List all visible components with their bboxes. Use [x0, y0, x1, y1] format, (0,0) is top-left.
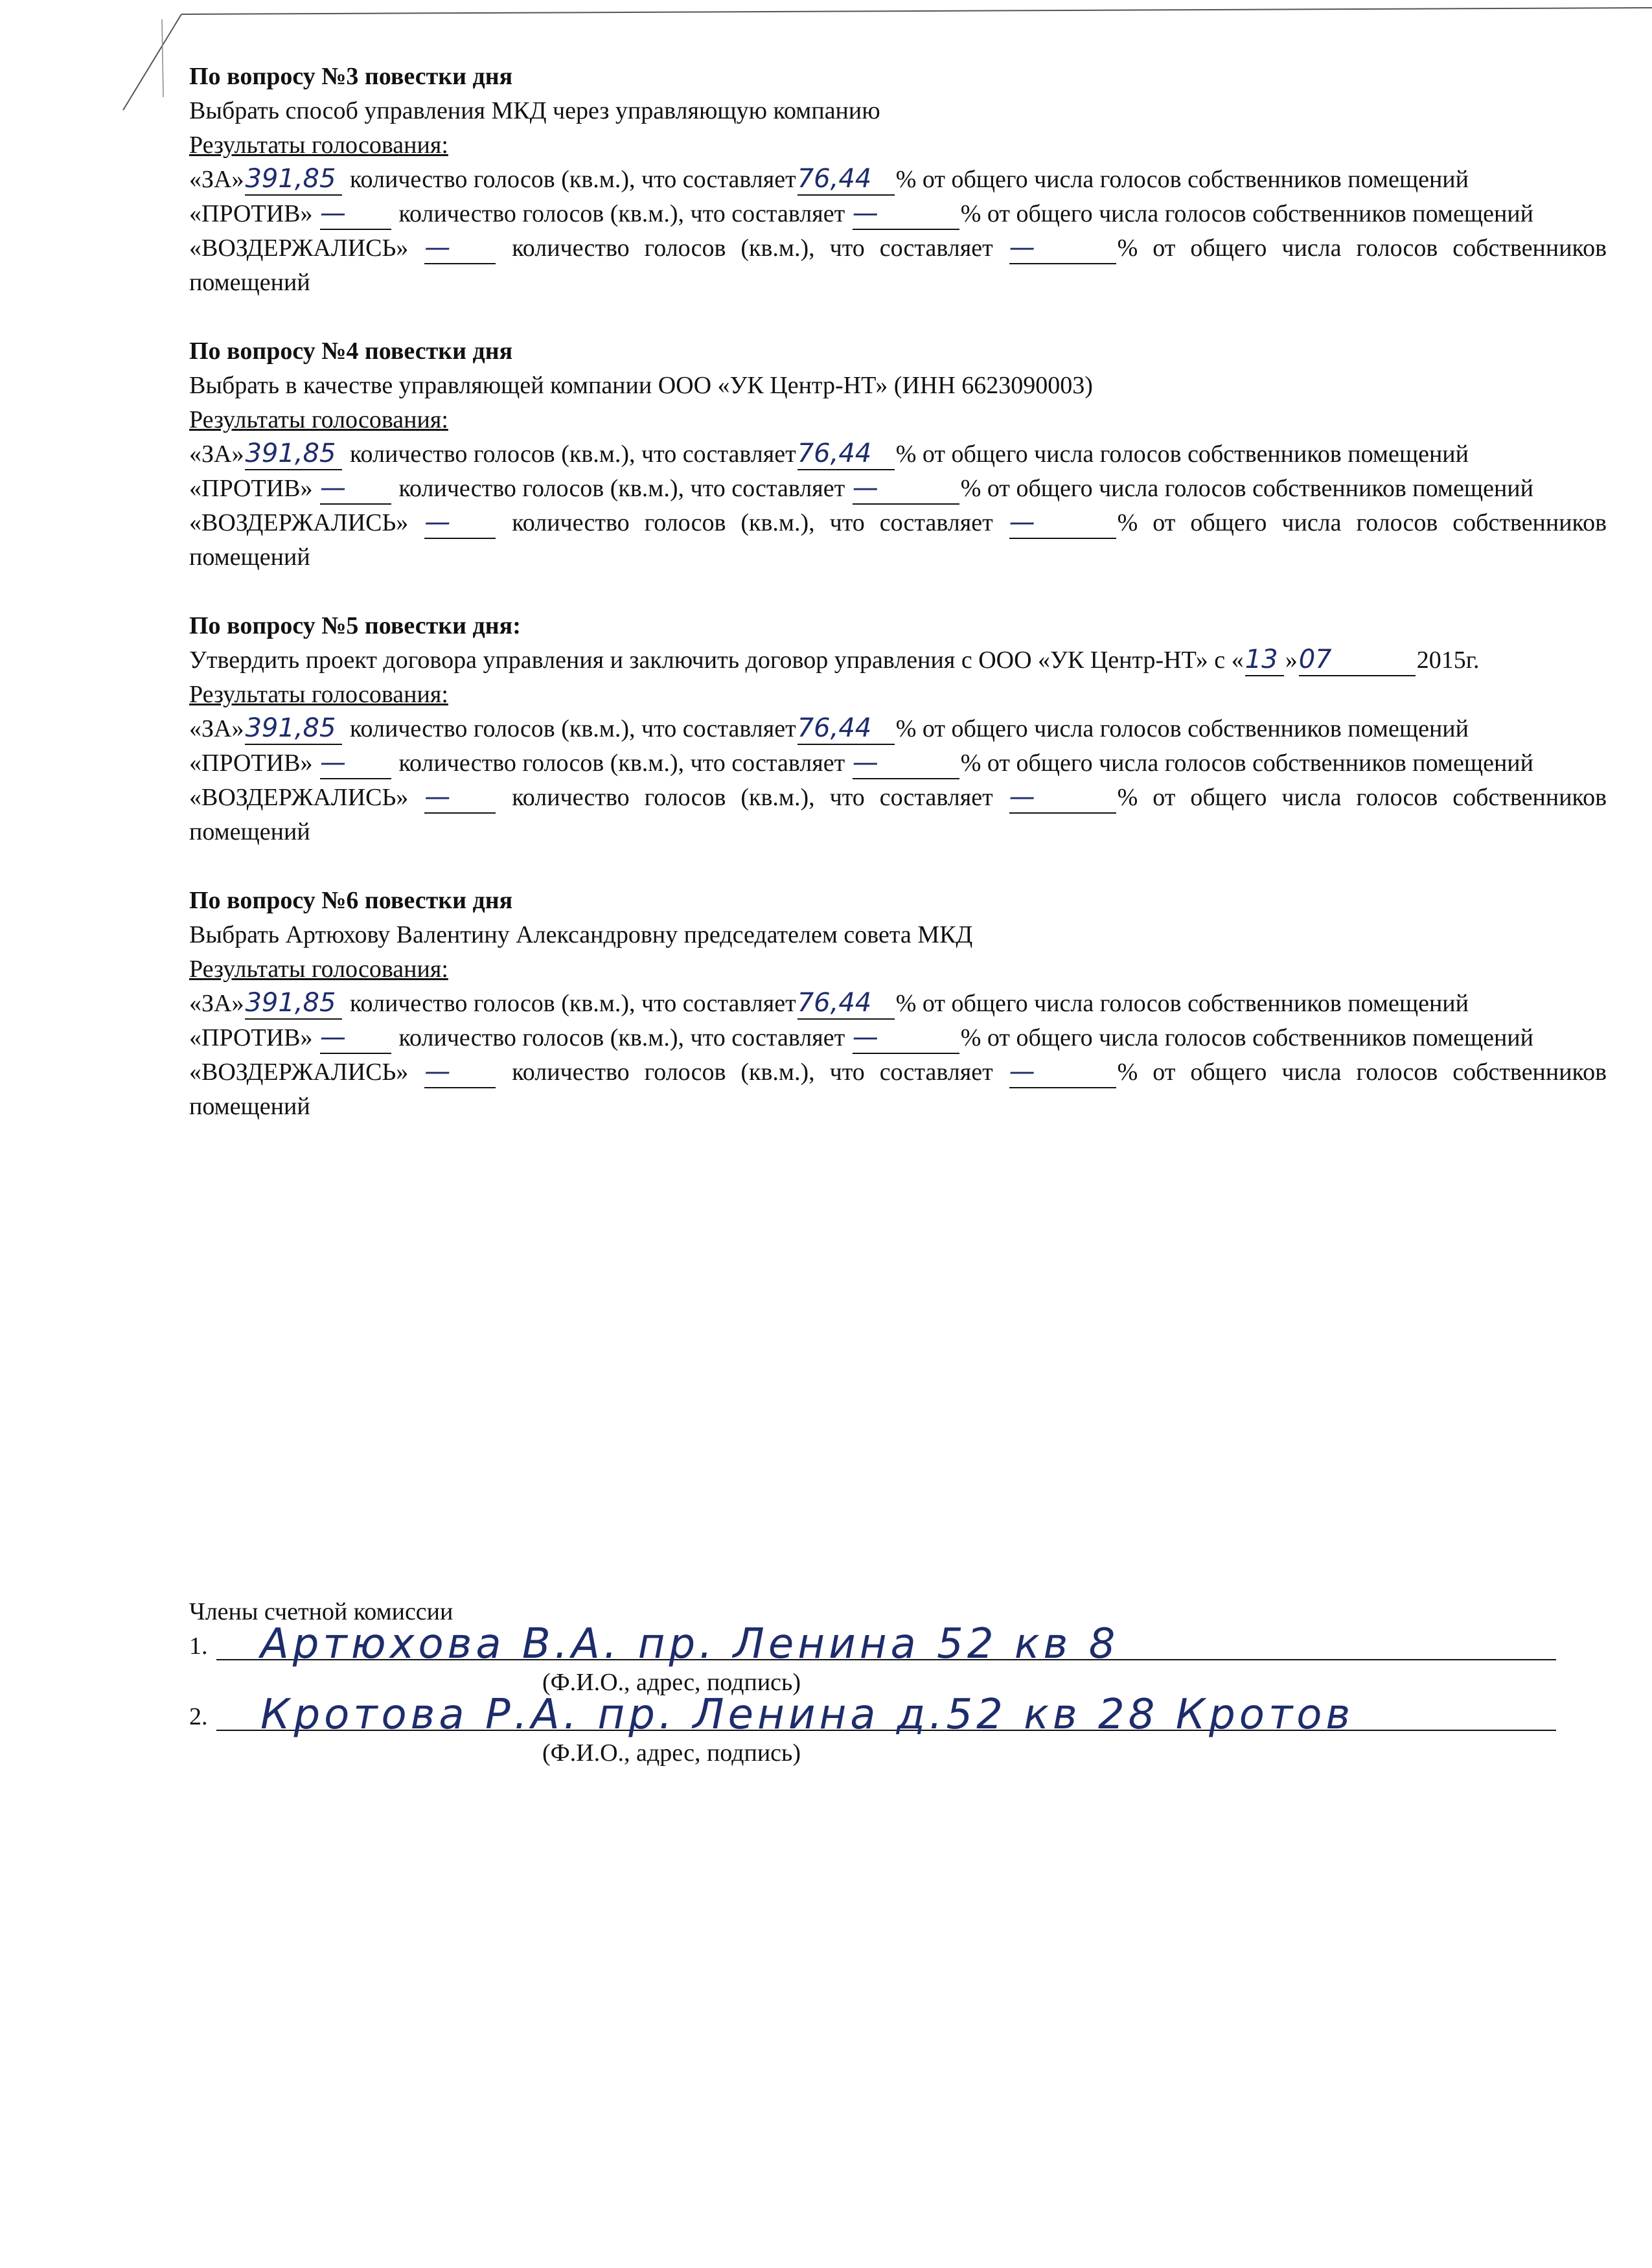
commission-member-1 — [189, 1620, 1614, 1668]
vote-line-za — [189, 712, 1607, 746]
votes-text: количество голосов (кв.м.), что составляет — [512, 235, 993, 262]
vote-option-label: «ПРОТИВ» — [189, 475, 313, 502]
vote-line-protiv — [189, 197, 1607, 231]
counting-commission — [189, 1595, 1614, 1770]
votes-text: количество голосов (кв.м.), что составляет — [349, 166, 796, 193]
vote-option-label: «ВОЗДЕРЖАЛИСЬ» — [189, 235, 409, 262]
results-label: Результаты голосования: — [189, 132, 448, 159]
vote-option-label: «ЗА» — [189, 441, 244, 468]
percent-value: 76,44 — [797, 990, 895, 1020]
vote-option-label: «ЗА» — [189, 990, 244, 1017]
results-label: Результаты голосования: — [189, 406, 448, 433]
vote-line-vozd — [189, 1055, 1607, 1124]
commission-title: Члены счетной комиссии — [189, 1598, 453, 1625]
question-description: Выбрать способ управления МКД через управляющую компанию — [189, 97, 880, 124]
vote-option-label: «ВОЗДЕРЖАЛИСЬ» — [189, 784, 409, 811]
question-title: По вопросу №5 повестки дня: — [189, 612, 521, 639]
votes-text: количество голосов (кв.м.), что составляет — [512, 509, 993, 536]
vote-line-protiv — [189, 472, 1607, 506]
field-caption: (Ф.И.О., адрес, подпись) — [542, 1669, 801, 1696]
vote-option-label: «ПРОТИВ» — [189, 200, 313, 227]
question-6-section — [189, 884, 1607, 1124]
votes-value: 391,85 — [245, 166, 342, 196]
vote-option-label: «ЗА» — [189, 715, 244, 742]
votes-text: количество голосов (кв.м.), что составляет — [349, 990, 796, 1017]
percent-text: % от общего числа голосов собственников помещений — [189, 1059, 1607, 1120]
percent-value: — — [1009, 509, 1116, 539]
date-year-text: 2015г. — [1416, 647, 1480, 674]
vote-line-za — [189, 987, 1607, 1021]
question-title: По вопросу №3 повестки дня — [189, 63, 513, 90]
percent-text: % от общего числа голосов собственников помещений — [960, 475, 1533, 502]
votes-value: 391,85 — [245, 990, 342, 1020]
percent-value: — — [853, 750, 959, 779]
field-caption: (Ф.И.О., адрес, подпись) — [542, 1739, 801, 1767]
question-4-section — [189, 334, 1607, 575]
percent-text: % от общего числа голосов собственников помещений — [895, 715, 1469, 742]
votes-text: количество голосов (кв.м.), что составляет — [398, 1024, 845, 1051]
percent-text: % от общего числа голосов собственников помещений — [189, 784, 1607, 845]
results-label: Результаты голосования: — [189, 956, 448, 983]
question-description: Утвердить проект договора управления и заключить договор управления с ООО «УК Центр-НТ» с «13 »07 2015г. — [189, 643, 1607, 678]
votes-value: — — [320, 750, 391, 779]
votes-text: количество голосов (кв.м.), что составляет — [398, 475, 845, 502]
percent-value: 76,44 — [797, 715, 895, 745]
question-description: Выбрать в качестве управляющей компании ООО «УК Центр-НТ» (ИНН 6623090003) — [189, 372, 1093, 399]
votes-text: количество голосов (кв.м.), что составляет — [512, 1059, 993, 1086]
date-day-value: 13 — [1245, 647, 1284, 676]
date-month-value: 07 — [1299, 647, 1416, 676]
percent-text: % от общего числа голосов собственников помещений — [960, 1024, 1533, 1051]
commission-member-2 — [189, 1691, 1614, 1739]
votes-value: — — [320, 475, 391, 505]
percent-value: 76,44 — [797, 166, 895, 196]
percent-value: — — [853, 475, 959, 505]
percent-value: — — [853, 200, 959, 230]
question-title: По вопросу №6 повестки дня — [189, 887, 513, 914]
member-handwritten-entry: Артюхова В.А. пр. Ленина 52 кв 8 — [260, 1620, 1119, 1668]
percent-text: % от общего числа голосов собственников помещений — [895, 990, 1469, 1017]
votes-text: количество голосов (кв.м.), что составляет — [349, 715, 796, 742]
vote-line-vozd — [189, 781, 1607, 849]
description-text: Утвердить проект договора управления и заключить договор управления с ООО «УК Центр-НТ» с — [189, 647, 1226, 674]
percent-text: % от общего числа голосов собственников помещений — [895, 166, 1469, 193]
votes-value: — — [424, 784, 496, 814]
votes-value: — — [320, 200, 391, 230]
vote-line-protiv — [189, 746, 1607, 781]
question-3-section — [189, 60, 1607, 300]
percent-text: % от общего числа голосов собственников помещений — [189, 235, 1607, 296]
percent-text: % от общего числа голосов собственников помещений — [960, 200, 1533, 227]
results-label: Результаты голосования: — [189, 681, 448, 708]
votes-value: — — [320, 1024, 391, 1054]
vote-option-label: «ВОЗДЕРЖАЛИСЬ» — [189, 1059, 409, 1086]
member-number: 1. — [189, 1632, 208, 1660]
votes-text: количество голосов (кв.м.), что составляет — [398, 200, 845, 227]
vote-option-label: «ПРОТИВ» — [189, 750, 313, 777]
voting-results — [189, 60, 1607, 1158]
votes-value: 391,85 — [245, 715, 342, 745]
votes-value: — — [424, 235, 496, 264]
percent-value: — — [1009, 1059, 1116, 1088]
percent-value: — — [1009, 235, 1116, 264]
votes-text: количество голосов (кв.м.), что составляет — [349, 441, 796, 468]
votes-value: — — [424, 1059, 496, 1088]
vote-option-label: «ЗА» — [189, 166, 244, 193]
question-description: Выбрать Артюхову Валентину Александровну председателем совета МКД — [189, 921, 973, 948]
percent-text: % от общего числа голосов собственников помещений — [189, 509, 1607, 571]
votes-text: количество голосов (кв.м.), что составляет — [398, 750, 845, 777]
vote-line-vozd — [189, 231, 1607, 300]
vote-option-label: «ВОЗДЕРЖАЛИСЬ» — [189, 509, 409, 536]
votes-text: количество голосов (кв.м.), что составляет — [512, 784, 993, 811]
percent-text: % от общего числа голосов собственников помещений — [960, 750, 1533, 777]
member-number: 2. — [189, 1703, 208, 1730]
question-title: По вопросу №4 повестки дня — [189, 338, 513, 365]
member-handwritten-entry: Кротова Р.А. пр. Ленина д.52 кв 28 Кротов — [260, 1691, 1355, 1739]
vote-option-label: «ПРОТИВ» — [189, 1024, 313, 1051]
vote-line-vozd — [189, 506, 1607, 575]
votes-value: — — [424, 509, 496, 539]
votes-value: 391,85 — [245, 441, 342, 470]
question-5-section — [189, 609, 1607, 849]
vote-line-za — [189, 437, 1607, 472]
percent-value: — — [853, 1024, 959, 1054]
vote-line-protiv — [189, 1021, 1607, 1055]
percent-text: % от общего числа голосов собственников помещений — [895, 441, 1469, 468]
vote-line-za — [189, 163, 1607, 197]
percent-value: 76,44 — [797, 441, 895, 470]
percent-value: — — [1009, 784, 1116, 814]
